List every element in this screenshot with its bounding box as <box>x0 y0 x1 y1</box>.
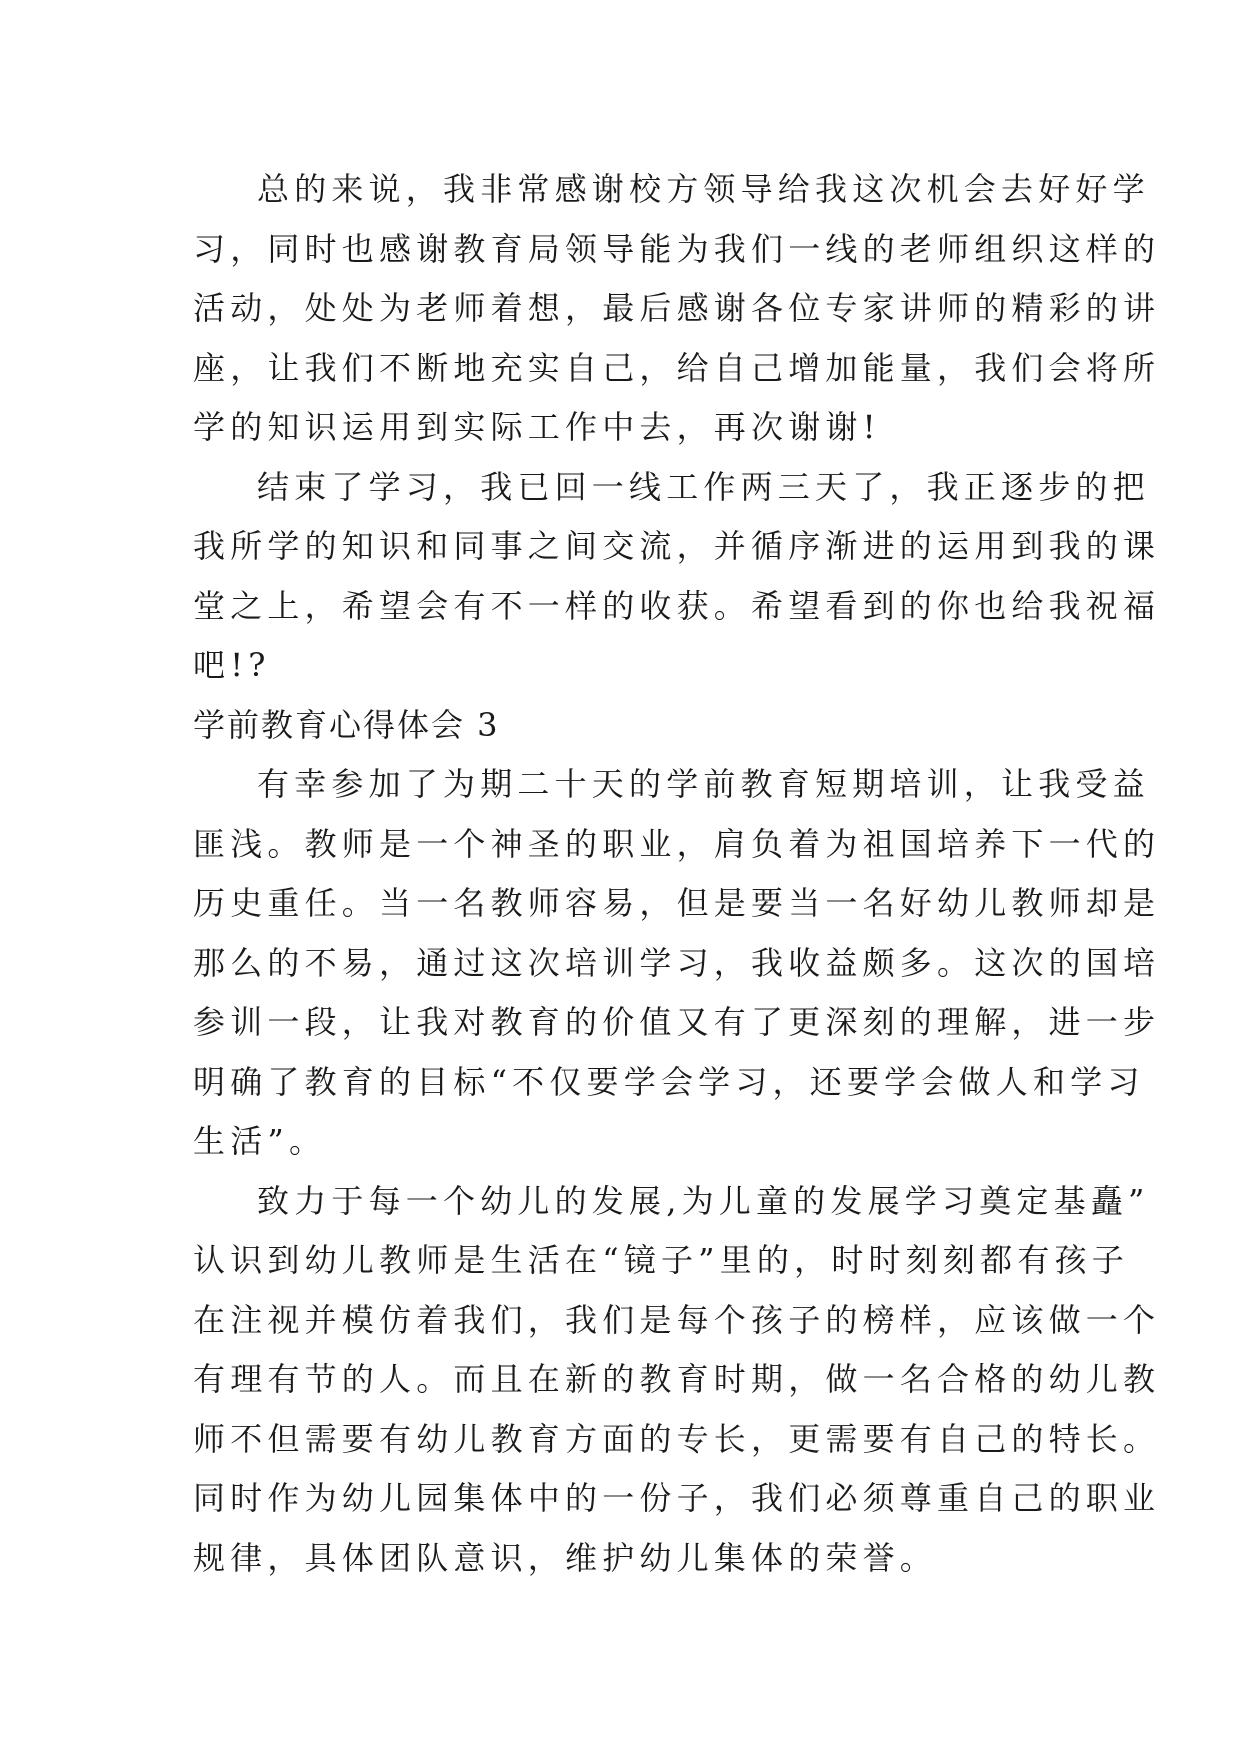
text-line: 那么的不易，通过这次培训学习，我收益颇多。这次的国培 <box>193 943 1161 982</box>
text-line: 堂之上，希望会有不一样的收获。希望看到的你也给我祝福 <box>193 586 1161 625</box>
text-line: 师不但需要有幼儿教育方面的专长，更需要有自己的特长。 <box>193 1419 1161 1458</box>
text-line: 同时作为幼儿园集体中的一份子，我们必须尊重自己的职业 <box>193 1479 1161 1517</box>
text-line: 明确了教育的目标“不仅要学会学习，还要学会做人和学习 <box>193 1062 1145 1101</box>
text-line: 在注视并模仿着我们，我们是每个孩子的榜样，应该做一个 <box>193 1300 1161 1339</box>
text-line: 习，同时也感谢教育局领导能为我们一线的老师组织这样的 <box>193 229 1161 268</box>
text-line: 匪浅。教师是一个神圣的职业，肩负着为祖国培养下一代的 <box>193 824 1161 863</box>
text-line: 吧!? <box>193 646 271 684</box>
text-line: 认识到幼儿教师是生活在“镜子”里的，时时刻刻都有孩子 <box>193 1241 1129 1279</box>
text-line: 规律，具体团队意识，维护幼儿集体的荣誉。 <box>193 1538 938 1577</box>
text-line: 结束了学习，我已回一线工作两三天了，我正逐步的把 <box>257 467 1150 506</box>
text-line: 总的来说，我非常感谢校方领导给我这次机会去好好学 <box>257 170 1150 208</box>
text-line: 致力于每一个幼儿的发展,为儿童的发展学习奠定基矗” <box>257 1181 1150 1220</box>
text-line: 我所学的知识和同事之间交流，并循序渐进的运用到我的课 <box>193 527 1161 565</box>
text-line: 活动，处处为老师着想，最后感谢各位专家讲师的精彩的讲 <box>193 289 1161 327</box>
text-line: 生活”。 <box>193 1122 327 1160</box>
section-heading: 学前教育心得体会 3 <box>193 705 500 744</box>
text-line: 参训一段，让我对教育的价值又有了更深刻的理解，进一步 <box>193 1003 1161 1041</box>
text-line: 有幸参加了为期二十天的学前教育短期培训，让我受益 <box>257 765 1150 803</box>
document-body <box>193 160 1161 1588</box>
text-line: 历史重任。当一名教师容易，但是要当一名好幼儿教师却是 <box>193 884 1161 922</box>
text-line: 座，让我们不断地充实自己，给自己增加能量，我们会将所 <box>193 348 1161 387</box>
text-line: 有理有节的人。而且在新的教育时期，做一名合格的幼儿教 <box>193 1360 1161 1398</box>
text-line: 学的知识运用到实际工作中去，再次谢谢! <box>193 408 881 446</box>
